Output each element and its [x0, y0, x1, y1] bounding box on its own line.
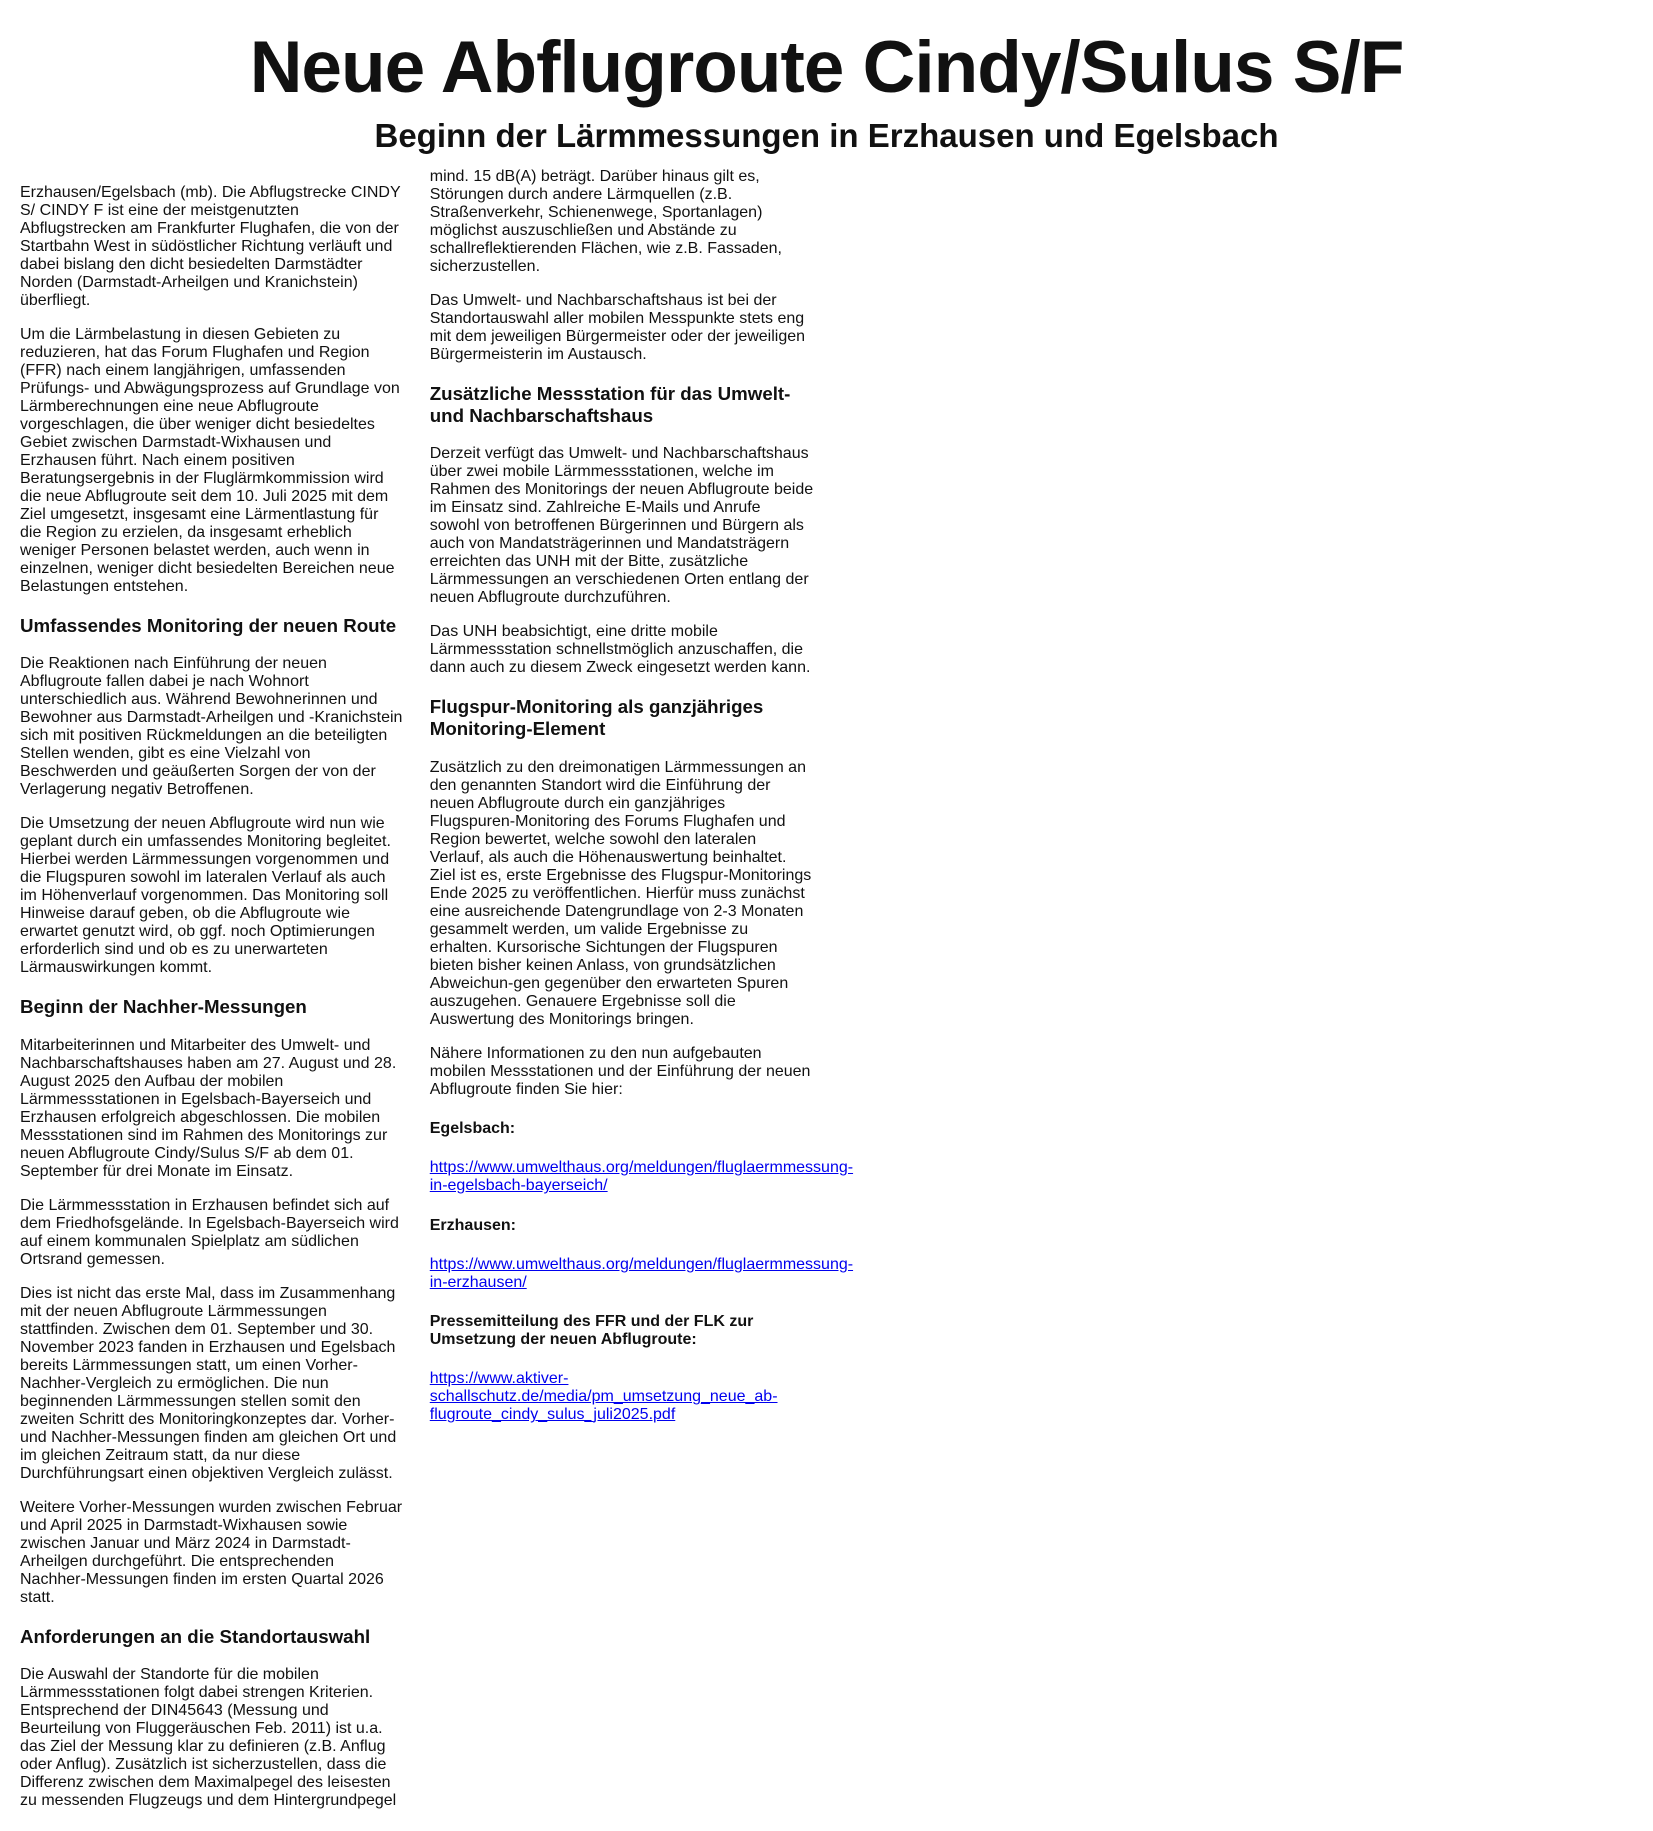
link-label-pressemitteilung: Pressemitteilung des FFR und der FLK zur Umsetzung der neuen Abflugroute: [429, 1313, 754, 1349]
headline: Neue Abflugroute Cindy/Sulus S/F [249, 27, 1404, 108]
paragraph-3: Die Reaktionen nach Einführung der neuen Abflugroute fallen dabei je nach Wohnort unterschiedlich aus. Während Bewohnerinnen und Bewohner aus Darmstadt-Arheilgen und -Kranichstein sich mit positiven Rückmeldungen an die beteiligten Stellen wenden, gibt es eine Vielzahl von Beschwerden und geäußerten Sorgen der von der Verlagerung negativ Betroffenen. [20, 655, 403, 799]
link-erzhausen[interactable]: https://www.umwelthaus.org/meldungen/fluglaermmessung-in-erzhausen/ [429, 1255, 854, 1291]
paragraph-14: Nähere Informationen zu den nun aufgebauten mobilen Messstationen und der Einführung der neuen Abflugroute finden Sie hier: [429, 1044, 811, 1098]
byline: (mb). [175, 184, 222, 201]
paragraph-1: Die Abflugstrecke CINDY S/ CINDY F ist eine der meistgenutzten Abflugstrecken am Frankfurter Flughafen, die von der Startbahn West in südöstlicher Richtung verläuft und dabei bislang den dicht besiedelten Darmstädter Norden (Darmstadt-Arheilgen und Kranichstein) überfliegt. [20, 184, 401, 309]
paragraph-12: Das UNH beabsichtigt, eine dritte mobile Lärmmessstation schnellstmöglich anzuschaffen, die dann auch zu diesem Zweck eingesetzt werden kann. [429, 623, 811, 677]
paragraph-11: Derzeit verfügt das Umwelt- und Nachbarschaftshaus über zwei mobile Lärmmessstationen, welche im Rahmen des Monitorings der neuen Abflugroute beide im Einsatz sind. Zahlreiche E-Mails und Anrufe sowohl von betroffenen Bürgerinnen und Bürgern als auch von Mandatsträgerinnen und Mandatsträgern erreichten das UNH mit der Bitte, zusätzliche Lärmmessungen an verschiedenen Orten entlang der neuen Abflugroute durchzuführen. [429, 445, 814, 607]
link-label-egelsbach: Egelsbach: [429, 1120, 516, 1138]
paragraph-2: Um die Lärmbelastung in diesen Gebieten zu reduzieren, hat das Forum Flughafen und Region (FFR) nach einem langjährigen, umfassenden Prüfungs- und Abwägungsprozess auf Grundlage von Lärmberechnungen eine neue Abflugroute vorgeschlagen, die über weniger dicht besiedeltes Gebiet zwischen Darmstadt-Wixhausen und Erzhausen führt. Nach einem positiven Beratungsergebnis in der Fluglärmkommission wird die neue Abflugroute seit dem 10. Juli 2025 mit dem Ziel umgesetzt, insgesamt eine Lärmentlastung für die Region zu erzielen, da insgesamt erheblich weniger Personen belastet werden, auch wenn in einzelnen, weniger dicht besiedelten Bereichen neue Belastungen entstehen. [20, 326, 400, 595]
link-pressemitteilung[interactable]: https://www.aktiver-schallschutz.de/media/pm_umsetzung_neue_ab-flugroute_cindy_sulus_juli2025.pdf [429, 1370, 778, 1424]
heading-monitoring: Umfassendes Monitoring der neuen Route [20, 614, 397, 636]
dateline: Erzhausen/Egelsbach [20, 184, 176, 201]
paragraph-4: Die Umsetzung der neuen Abflugroute wird nun wie geplant durch ein umfassendes Monitoring begleitet. Hierbei werden Lärmmessungen vorgenommen und die Flugspuren sowohl im lateralen Verlauf als auch im Höhenverlauf vorgenommen. Das Monitoring soll Hinweise darauf geben, ob die Abflugroute wie erwartet genutzt wird, ob ggf. noch Optimierungen erforderlich sind und ob es zu unerwarteten Lärmauswirkungen kommt. [20, 815, 391, 977]
paragraph-10: Das Umwelt- und Nachbarschaftshaus ist bei der Standortauswahl aller mobilen Messpunkte stets eng mit dem jeweiligen Bürgermeister oder der jeweiligen Bürgermeisterin im Austausch. [429, 292, 806, 363]
heading-standortauswahl: Anforderungen an die Standortauswahl [20, 1625, 371, 1647]
paragraph-8: Weitere Vorher-Messungen wurden zwischen Februar und April 2025 in Darmstadt-Wixhausen sowie zwischen Januar und März 2024 in Darmstadt-Arheilgen durchgeführt. Die entsprechenden Nachher-Messungen finden im ersten Quartal 2026 statt. [20, 1498, 403, 1606]
paragraph-7: Dies ist nicht das erste Mal, dass im Zusammenhang mit der neuen Abflugroute Lärmmessungen stattfinden. Zwischen dem 01. September und 30. November 2023 fanden in Erzhausen und Egelsbach bereits Lärmmessungen statt, um einen Vorher-Nachher-Vergleich zu ermöglichen. Die nun beginnenden Lärmmessungen stellen somit den zweiten Schritt des Monitoringkonzeptes dar. Vorher- und Nachher-Messungen finden am gleichen Ort und im gleichen Zeitraum statt, da nur diese Durchführungsart einen objektiven Vergleich zulässt. [20, 1284, 397, 1482]
heading-zusaetzliche-messstation: Zusätzliche Messstation für das Umwelt- und Nachbarschaftshaus [429, 382, 791, 426]
link-label-erzhausen: Erzhausen: [429, 1216, 516, 1234]
paragraph-6: Die Lärmmessstation in Erzhausen befindet sich auf dem Friedhofsgelände. In Egelsbach-Bayerseich wird auf einem kommunalen Spielplatz am südlichen Ortsrand gemessen. [20, 1196, 399, 1268]
heading-flugspur-monitoring: Flugspur-Monitoring als ganzjähriges Monitoring-Element [429, 696, 764, 740]
paragraph-9: Die Auswahl der Standorte für die mobilen Lärmmessstationen folgt dabei strengen Kriterien. Entsprechend der DIN45643 (Messung und Beurteilung von Fluggeräuschen Feb. 2011) ist u.a. das Ziel der Messung klar zu definieren (z.B. Anflug oder Anflug). Zusätzlich ist sicherzustellen, dass die Differenz zwischen dem Maximalpegel des leisesten zu messenden Flugzeugs und dem Hintergrundpegel mind. 15 dB(A) beträgt. Darüber hinaus gilt es, Störungen durch andere Lärmquellen (z.B. Straßenverkehr, Schienenwege, Sportanlagen) möglichst auszuschließen und Abstände zu schallreflektierenden Flächen, wie z.B. Fassaden, sicherzustellen. [20, 168, 782, 1810]
paragraph-intro [20, 184, 404, 310]
paragraph-13: Zusätzlich zu den dreimonatigen Lärmmessungen an den genannten Standort wird die Einführung der neuen Abflugroute durch ein ganzjähriges Flugspuren-Monitoring des Forums Flughafen und Region bewertet, welche sowohl den lateralen Verlauf, als auch die Höhenauswertung beinhaltet. Ziel ist es, erste Ergebnisse des Flugspur-Monitorings Ende 2025 zu veröffentlichen. Hierfür muss zunächst eine ausreichende Datengrundlage von 2-3 Monaten gesammelt werden, um valide Ergebnisse zu erhalten. Kursorische Sichtungen der Flugspuren bieten bisher keinen Anlass, von grundsätzlichen Abweichun-gen gegenüber den erwarteten Spuren auszugehen. Genauere Ergebnisse soll die Auswertung des Monitorings bringen. [429, 758, 812, 1028]
article-columns [20, 168, 1633, 1823]
link-egelsbach[interactable]: https://www.umwelthaus.org/meldungen/fluglaermmessung-in-egelsbach-bayerseich/ [429, 1159, 854, 1195]
heading-nachher-messungen: Beginn der Nachher-Messungen [20, 996, 307, 1018]
paragraph-5: Mitarbeiterinnen und Mitarbeiter des Umwelt- und Nachbarschaftshauses haben am 27. August und 28. August 2025 den Aufbau der mobilen Lärmmessstationen in Egelsbach-Bayerseich und Erzhausen erfolgreich abgeschlossen. Die mobilen Messstationen sind im Rahmen des Monitorings zur neuen Abflugroute Cindy/Sulus S/F ab dem 01. September für drei Monate im Einsatz. [20, 1036, 397, 1180]
subheadline: Beginn der Lärmmessungen in Erzhausen und Egelsbach [374, 117, 1279, 154]
